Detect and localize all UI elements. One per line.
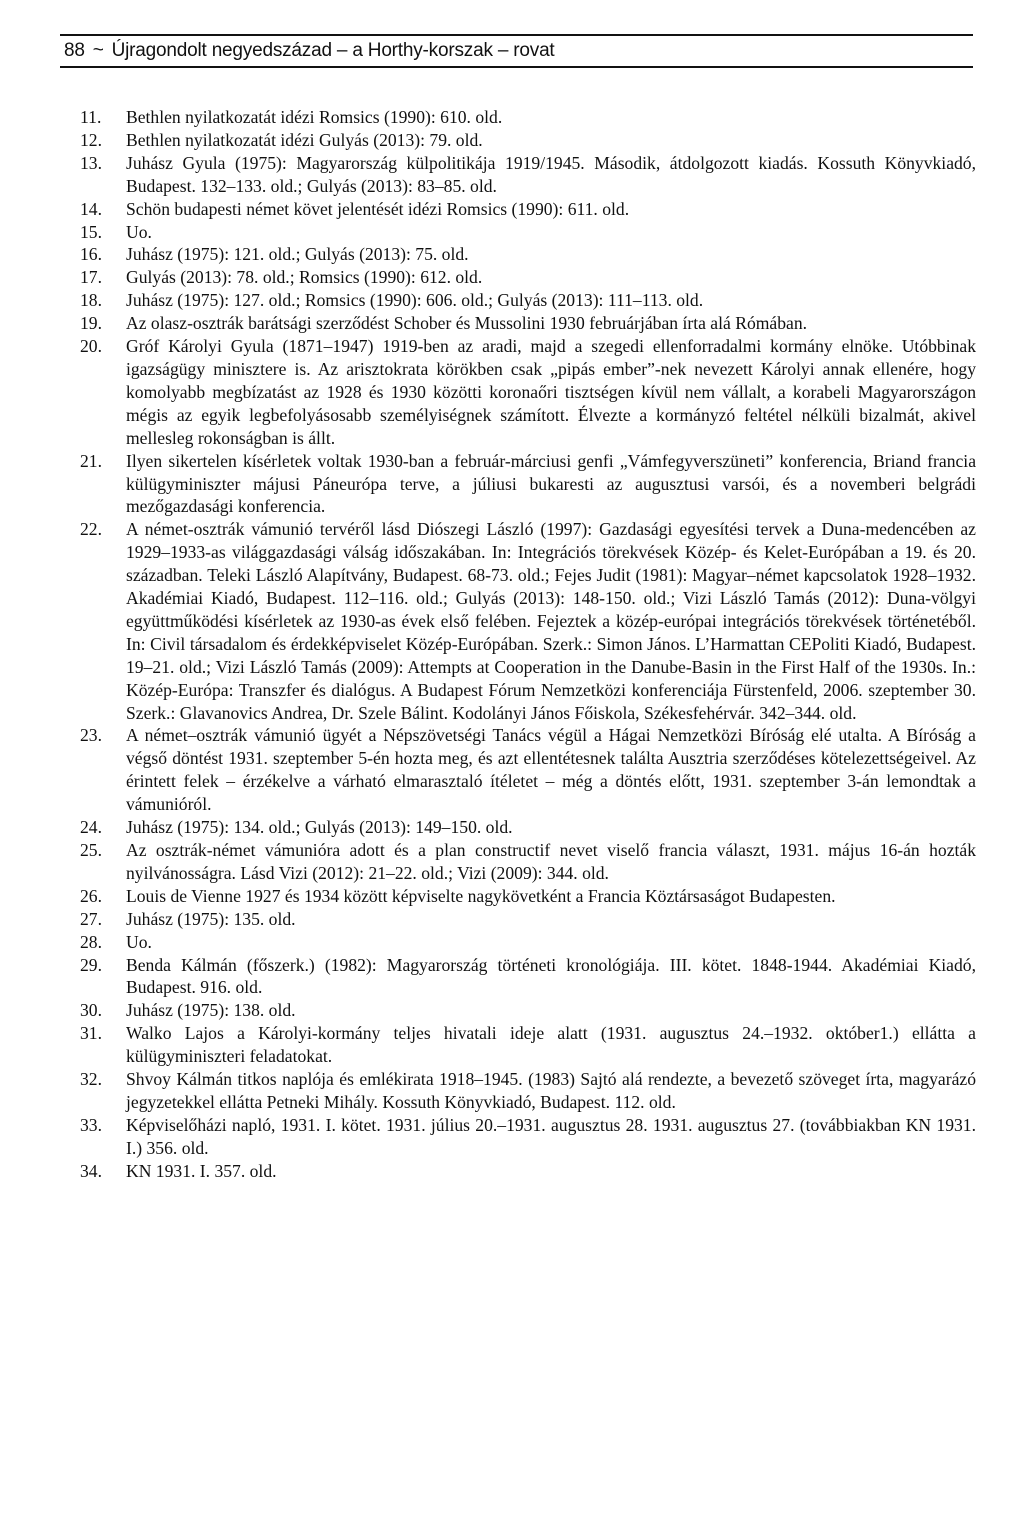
endnote — [80, 839, 976, 885]
running-header — [60, 34, 973, 68]
endnote-text: Juhász (1975): 138. old. — [126, 1000, 296, 1021]
endnote-number: 34. — [80, 1160, 102, 1181]
endnote — [80, 106, 976, 129]
endnote-number: 13. — [80, 152, 102, 173]
endnote-text: Gulyás (2013): 78. old.; Romsics (1990): 612. old. — [126, 267, 483, 288]
endnotes-list — [80, 106, 976, 1183]
endnote-text: KN 1931. I. 357. old. — [126, 1160, 277, 1181]
endnote-number: 11. — [80, 107, 102, 127]
endnote-text: Juhász (1975): 121. old.; Gulyás (2013): 75. old. — [126, 244, 469, 265]
endnote — [80, 129, 976, 152]
endnote — [80, 221, 976, 244]
endnote-text: Schön budapesti német követ jelentését idézi Romsics (1990): 611. old. — [126, 198, 630, 219]
endnote-number: 30. — [80, 1000, 102, 1021]
endnote-text: Uo. — [126, 931, 152, 952]
endnote — [80, 908, 976, 931]
endnote — [80, 931, 976, 954]
endnote — [80, 1068, 976, 1114]
endnote-number: 29. — [80, 954, 102, 975]
endnote-text: Bethlen nyilatkozatát idézi Gulyás (2013): 79. old. — [126, 129, 483, 150]
endnote-number: 24. — [80, 817, 102, 838]
page-number: 88 — [64, 40, 85, 61]
endnote-number: 16. — [80, 244, 102, 265]
endnote-text: Juhász (1975): 127. old.; Romsics (1990): 606. old.; Gulyás (2013): 111–113. old. — [126, 290, 704, 311]
endnote — [80, 954, 976, 1000]
header-separator: ~ — [92, 40, 104, 61]
endnote-text: Az osztrák-német vámunióra adott és a plan constructif nevet viselő francia választ, 1931. május 16-án hozták nyilvánosságra. Lásd Vizi (2012): 21–22. old.; Vizi (2009): 344. old. — [126, 840, 976, 883]
endnote — [80, 266, 976, 289]
endnote — [80, 450, 976, 519]
endnote-number: 25. — [80, 840, 102, 860]
endnote-number: 15. — [80, 221, 102, 242]
endnote-text: Benda Kálmán (főszerk.) (1982): Magyarország történeti kronológiája. III. kötet. 1848-1944. Akadémiai Kiadó, Budapest. 916. old. — [126, 954, 976, 998]
endnote — [80, 999, 976, 1022]
endnote-number: 31. — [80, 1023, 102, 1044]
endnote-number: 14. — [80, 198, 102, 219]
endnote — [80, 335, 976, 450]
endnote-text: Juhász (1975): 134. old.; Gulyás (2013): 149–150. old. — [126, 817, 513, 838]
endnote-number: 28. — [80, 931, 102, 952]
endnote — [80, 1114, 976, 1160]
endnote-number: 21. — [80, 450, 102, 471]
endnote-number: 18. — [80, 290, 102, 311]
endnote — [80, 243, 976, 266]
endnote — [80, 289, 976, 312]
endnote-text: Louis de Vienne 1927 és 1934 között képviselte nagykövetként a Francia Köztársaságot Budapesten. — [126, 885, 836, 906]
endnote-number: 17. — [80, 267, 102, 288]
endnote-number: 26. — [80, 885, 102, 906]
endnote — [80, 152, 976, 198]
endnote-text: Képviselőházi napló, 1931. I. kötet. 1931. július 20.–1931. augusztus 28. 1931. augusztus 27. (továbbiakban KN 1931. I.) 356. old. — [126, 1114, 976, 1158]
endnote-text: A német-osztrák vámunió tervéről lásd Diószegi László (1997): Gazdasági egyesítési tervek a Duna-medencében az 1929–1933-as világgazdasági válság időszakában. In: Integrációs törekvések Közép- és Kelet-Európában a 19. és 20. században. Teleki László Alapítvány, Budapest. 68-73. old.; Fejes Judit (1981): Magyar–német kapcsolatok 1928–1932. Akadémiai Kiadó, Budapest. 112–116. old.; Gulyás (2013): 148-150. old.; Vizi László Tamás (2012): Duna-völgyi együttműködési kísérletek az 1930-as évek első felében. Fejeztek a közép-európai integrációs törekvések történetéből. In: Civil társadalom és érdekképviselet Közép-Európában. Szerk.: Simon János. L’Harmattan CEPoliti Kiadó, Budapest. 19–21. old.; Vizi László Tamás (2009): Attempts at Cooperation in the Danube-Basin in the First Half of the 1930s. In.: Közép-Európa: Transzfer és dialógus. A Budapest Fórum Nemzetközi konferenciája Fürstenfeld, 2006. szeptember 30. Szerk.: Glavanovics Andrea, Dr. Szele Bálint. Kodolányi János Főiskola, Székesfehérvár. 342–344. old. — [126, 519, 976, 723]
endnote-text: Bethlen nyilatkozatát idézi Romsics (1990): 610. old. — [126, 107, 503, 127]
header-title: Újragondolt negyedszázad – a Horthy-korszak – rovat — [111, 40, 555, 61]
endnote-text: Gróf Károlyi Gyula (1871–1947) 1919-ben az aradi, majd a szegedi ellenforradalmi kormány elnöke. Utóbbinak igazságügy minisztere is. Az arisztokrata körökben csak „pipás ember”-nek nevezett Károlyi annak ellenére, hogy komolyabb megbízatást az 1928 és 1930 közötti koronaőri tisztségen kívül nem vállalt, a korabeli Magyarországon mégis az egyik legbefolyásosabb személyiségnek számított. Élvezte a kormányzó feltétel nélküli bizalmát, akivel mellesleg rokonságban is állt. — [126, 336, 976, 448]
endnote — [80, 724, 976, 816]
endnote-text: Shvoy Kálmán titkos naplója és emlékirata 1918–1945. (1983) Sajtó alá rendezte, a bevezető szöveget írta, magyarázó jegyzetekkel ellátta Petneki Mihály. Kossuth Könyvkiadó, Budapest. 112. old. — [126, 1069, 976, 1112]
endnote-text: Uo. — [126, 221, 152, 242]
endnote-number: 27. — [80, 908, 102, 929]
endnote-number: 32. — [80, 1069, 102, 1090]
endnote-text: Juhász Gyula (1975): Magyarország külpolitikája 1919/1945. Második, átdolgozott kiadás. Kossuth Könyvkiadó, Budapest. 132–133. old.; Gulyás (2013): 83–85. old. — [126, 152, 976, 196]
endnote-number: 22. — [80, 519, 102, 540]
endnote — [80, 1160, 976, 1183]
endnote-text: Az olasz-osztrák barátsági szerződést Schober és Mussolini 1930 februárjában írta alá Rómában. — [126, 313, 808, 334]
endnote — [80, 198, 976, 221]
endnote-number: 19. — [80, 313, 102, 334]
endnote-text: Juhász (1975): 135. old. — [126, 908, 296, 929]
endnote-text: A német–osztrák vámunió ügyét a Népszövetségi Tanács végül a Hágai Nemzetközi Bíróság elé utalta. A Bíróság a végső döntést 1931. szeptember 5-én hozta meg, és azt ellentétesnek találta Ausztria szerződéses kötelezettségeivel. Az érintett felek – érzékelve a várható elmarasztaló ítéletet – még a döntés előtt, 1931. szeptember 3-án lemondtak a vámunióról. — [126, 725, 976, 815]
endnote-text: Walko Lajos a Károlyi-kormány teljes hivatali ideje alatt (1931. augusztus 24.–1932. október1.) ellátta a külügyminiszteri feladatokat. — [126, 1023, 976, 1067]
endnote — [80, 885, 976, 908]
endnote-number: 23. — [80, 725, 102, 746]
endnote-number: 12. — [80, 129, 102, 150]
endnote-text: Ilyen sikertelen kísérletek voltak 1930-ban a február-márciusi genfi „Vámfegyverszüneti” konferencia, Briand francia külügyminiszter májusi Páneurópa terve, a júliusi bukaresti az augusztusi varsói, és a novemberi belgrádi mezőgazdasági konferencia. — [126, 450, 976, 517]
endnote — [80, 312, 976, 335]
endnote — [80, 518, 976, 724]
endnote — [80, 1022, 976, 1068]
endnote-number: 20. — [80, 336, 102, 357]
endnote — [80, 816, 976, 839]
endnote-number: 33. — [80, 1114, 102, 1135]
